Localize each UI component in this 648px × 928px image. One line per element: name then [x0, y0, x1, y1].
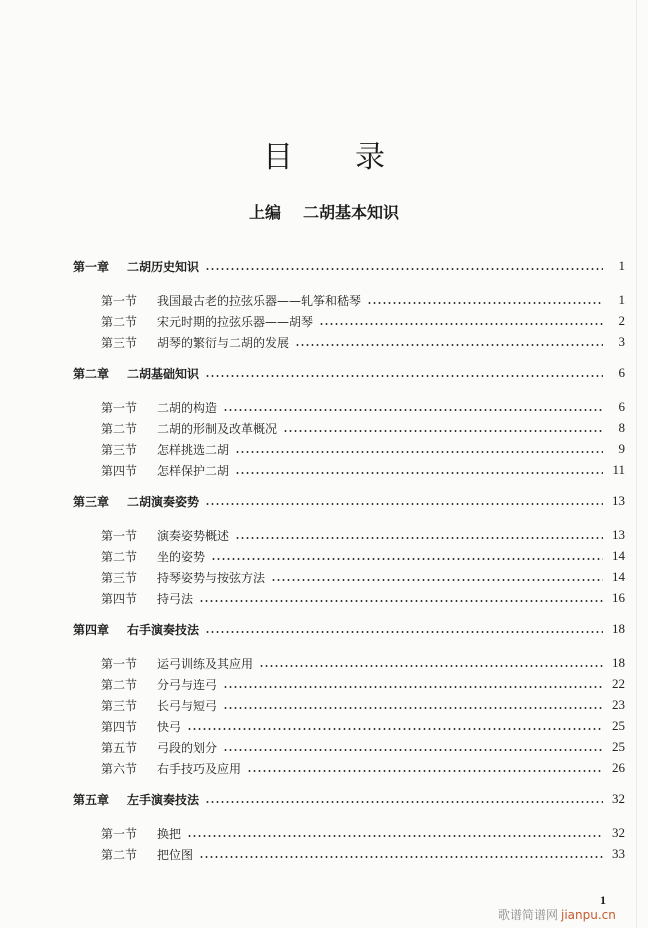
toc-entry-title: 右手技巧及应用: [157, 761, 242, 776]
part-label: 上编: [248, 203, 281, 222]
toc-entry-title: 演奏姿势概述: [157, 528, 230, 543]
toc-section-entry[interactable]: [101, 332, 625, 352]
toc-section-entry[interactable]: [101, 674, 625, 694]
toc-entry-title: 把位图: [157, 847, 194, 862]
toc-entry-number: 第四章: [73, 622, 110, 637]
toc-chapter-entry[interactable]: [73, 363, 625, 383]
toc-entry-page: 33: [612, 846, 625, 861]
toc-entry-number: 第三节: [101, 698, 138, 713]
toc-entry-title: 右手演奏技法: [127, 622, 200, 637]
toc-section-entry[interactable]: [101, 653, 625, 673]
toc-entry-title: 坐的姿势: [157, 549, 206, 564]
toc-entry-page: 25: [612, 718, 625, 733]
toc-entry-page: 1: [618, 258, 625, 273]
dot-leader: [235, 472, 603, 474]
dot-leader: [199, 856, 603, 858]
toc-section-entry[interactable]: [101, 460, 625, 480]
toc-entry-title: 我国最古老的拉弦乐器——轧筝和嵇琴: [157, 293, 362, 308]
toc-entry-title: 换把: [157, 826, 182, 841]
toc-entry-number: 第五节: [101, 740, 138, 755]
toc-entry-page: 14: [612, 548, 625, 563]
toc-entry-number: 第三节: [101, 335, 138, 350]
page-number: 1: [600, 893, 606, 907]
toc-entry-title: 长弓与短弓: [157, 698, 218, 713]
toc-entry-number: 第五章: [73, 792, 110, 807]
toc-entry-number: 第一节: [101, 293, 138, 308]
toc-entry-title: 胡琴的繁衍与二胡的发展: [157, 335, 290, 350]
toc-entry-title: 二胡的构造: [157, 400, 218, 415]
toc-entry-number: 第二章: [73, 366, 110, 381]
toc-entry-number: 第四节: [101, 719, 138, 734]
toc-entry-title: 弓段的划分: [157, 740, 218, 755]
toc-entry-page: 13: [612, 527, 625, 542]
toc-entry-page: 6: [618, 365, 625, 380]
dot-leader: [223, 409, 603, 411]
toc-entry-page: 18: [612, 655, 625, 670]
toc-entry-page: 11: [612, 462, 625, 477]
page-title-char-2: 录: [355, 140, 385, 176]
toc-entry-number: 第二节: [101, 421, 138, 436]
dot-leader: [367, 302, 603, 304]
toc-section-entry[interactable]: [101, 737, 625, 757]
dot-leader: [295, 344, 603, 346]
toc-entry-title: 二胡历史知识: [127, 259, 200, 274]
toc-entry-page: 16: [612, 590, 625, 605]
toc-entry-page: 32: [612, 825, 625, 840]
toc-entry-number: 第三节: [101, 570, 138, 585]
toc-entry-page: 6: [618, 399, 625, 414]
toc-entry-number: 第一节: [101, 656, 138, 671]
toc-chapter-entry[interactable]: [73, 789, 625, 809]
toc-entry-number: 第三节: [101, 442, 138, 457]
toc-entry-number: 第一节: [101, 528, 138, 543]
toc-entry-number: 第一节: [101, 400, 138, 415]
toc-section-entry[interactable]: [101, 525, 625, 545]
toc-entry-title: 分弓与连弓: [157, 677, 218, 692]
dot-leader: [223, 686, 603, 688]
toc-chapter-entry[interactable]: [73, 619, 625, 639]
page-title-char-1: 目: [263, 140, 293, 176]
dot-leader: [235, 451, 603, 453]
toc-section-entry[interactable]: [101, 397, 625, 417]
dot-leader: [319, 323, 603, 325]
toc-section-entry[interactable]: [101, 418, 625, 438]
toc-section-entry[interactable]: [101, 716, 625, 736]
dot-leader: [205, 631, 603, 633]
toc-entry-title: 持弓法: [157, 591, 194, 606]
toc-entry-number: 第二节: [101, 549, 138, 564]
dot-leader: [223, 749, 603, 751]
toc-entry-page: 18: [612, 621, 625, 636]
toc-section-entry[interactable]: [101, 758, 625, 778]
toc-entry-page: 26: [612, 760, 625, 775]
dot-leader: [271, 579, 603, 581]
toc-section-entry[interactable]: [101, 844, 625, 864]
dot-leader: [259, 665, 603, 667]
toc-entry-title: 左手演奏技法: [127, 792, 200, 807]
dot-leader: [187, 835, 603, 837]
toc-entry-page: 8: [618, 420, 625, 435]
dot-leader: [247, 770, 603, 772]
toc-entry-title: 怎样保护二胡: [157, 463, 230, 478]
toc-entry-title: 运弓训练及其应用: [157, 656, 254, 671]
toc-entry-number: 第一节: [101, 826, 138, 841]
toc-section-entry[interactable]: [101, 311, 625, 331]
dot-leader: [211, 558, 603, 560]
dot-leader: [205, 268, 603, 270]
watermark: [498, 906, 616, 923]
toc-entry-number: 第三章: [73, 494, 110, 509]
toc-entry-title: 二胡的形制及改革概况: [157, 421, 278, 436]
toc-entry-number: 第六节: [101, 761, 138, 776]
toc-section-entry[interactable]: [101, 823, 625, 843]
dot-leader: [205, 801, 603, 803]
toc-section-entry[interactable]: [101, 439, 625, 459]
part-heading: [0, 200, 648, 223]
toc-entry-title: 快弓: [157, 719, 182, 734]
toc-entry-page: 13: [612, 493, 625, 508]
toc-chapter-entry[interactable]: [73, 491, 625, 511]
dot-leader: [235, 537, 603, 539]
dot-leader: [187, 728, 603, 730]
toc-section-entry[interactable]: [101, 567, 625, 587]
page-title: [0, 132, 648, 176]
toc-section-entry[interactable]: [101, 588, 625, 608]
dot-leader: [205, 503, 603, 505]
toc-entry-number: 第四节: [101, 591, 138, 606]
toc-entry-number: 第一章: [73, 259, 110, 274]
toc-entry-title: 二胡演奏姿势: [127, 494, 200, 509]
toc-section-entry[interactable]: [101, 695, 625, 715]
toc-entry-title: 持琴姿势与按弦方法: [157, 570, 266, 585]
toc-entry-page: 2: [618, 313, 625, 328]
toc-entry-number: 第四节: [101, 463, 138, 478]
toc-section-entry[interactable]: [101, 290, 625, 310]
toc-entry-page: 1: [618, 292, 625, 307]
watermark-en: jianpu.cn: [561, 908, 616, 922]
toc-entry-title: 宋元时期的拉弦乐器——胡琴: [157, 314, 314, 329]
toc-entry-page: 25: [612, 739, 625, 754]
toc-section-entry[interactable]: [101, 546, 625, 566]
toc-entry-page: 9: [618, 441, 625, 456]
toc-entry-title: 二胡基础知识: [127, 366, 200, 381]
toc-entry-number: 第二节: [101, 847, 138, 862]
dot-leader: [205, 375, 603, 377]
toc-entry-page: 14: [612, 569, 625, 584]
toc-chapter-entry[interactable]: [73, 256, 625, 276]
toc-entry-number: 第二节: [101, 314, 138, 329]
toc-entry-number: 第二节: [101, 677, 138, 692]
toc-entry-page: 32: [612, 791, 625, 806]
watermark-cn: 歌谱简谱网: [498, 908, 559, 922]
part-title: 二胡基本知识: [303, 203, 400, 222]
toc-entry-page: 3: [618, 334, 625, 349]
dot-leader: [223, 707, 603, 709]
dot-leader: [283, 430, 603, 432]
dot-leader: [199, 600, 603, 602]
toc-entry-page: 23: [612, 697, 625, 712]
toc-entry-page: 22: [612, 676, 625, 691]
toc-entry-title: 怎样挑选二胡: [157, 442, 230, 457]
